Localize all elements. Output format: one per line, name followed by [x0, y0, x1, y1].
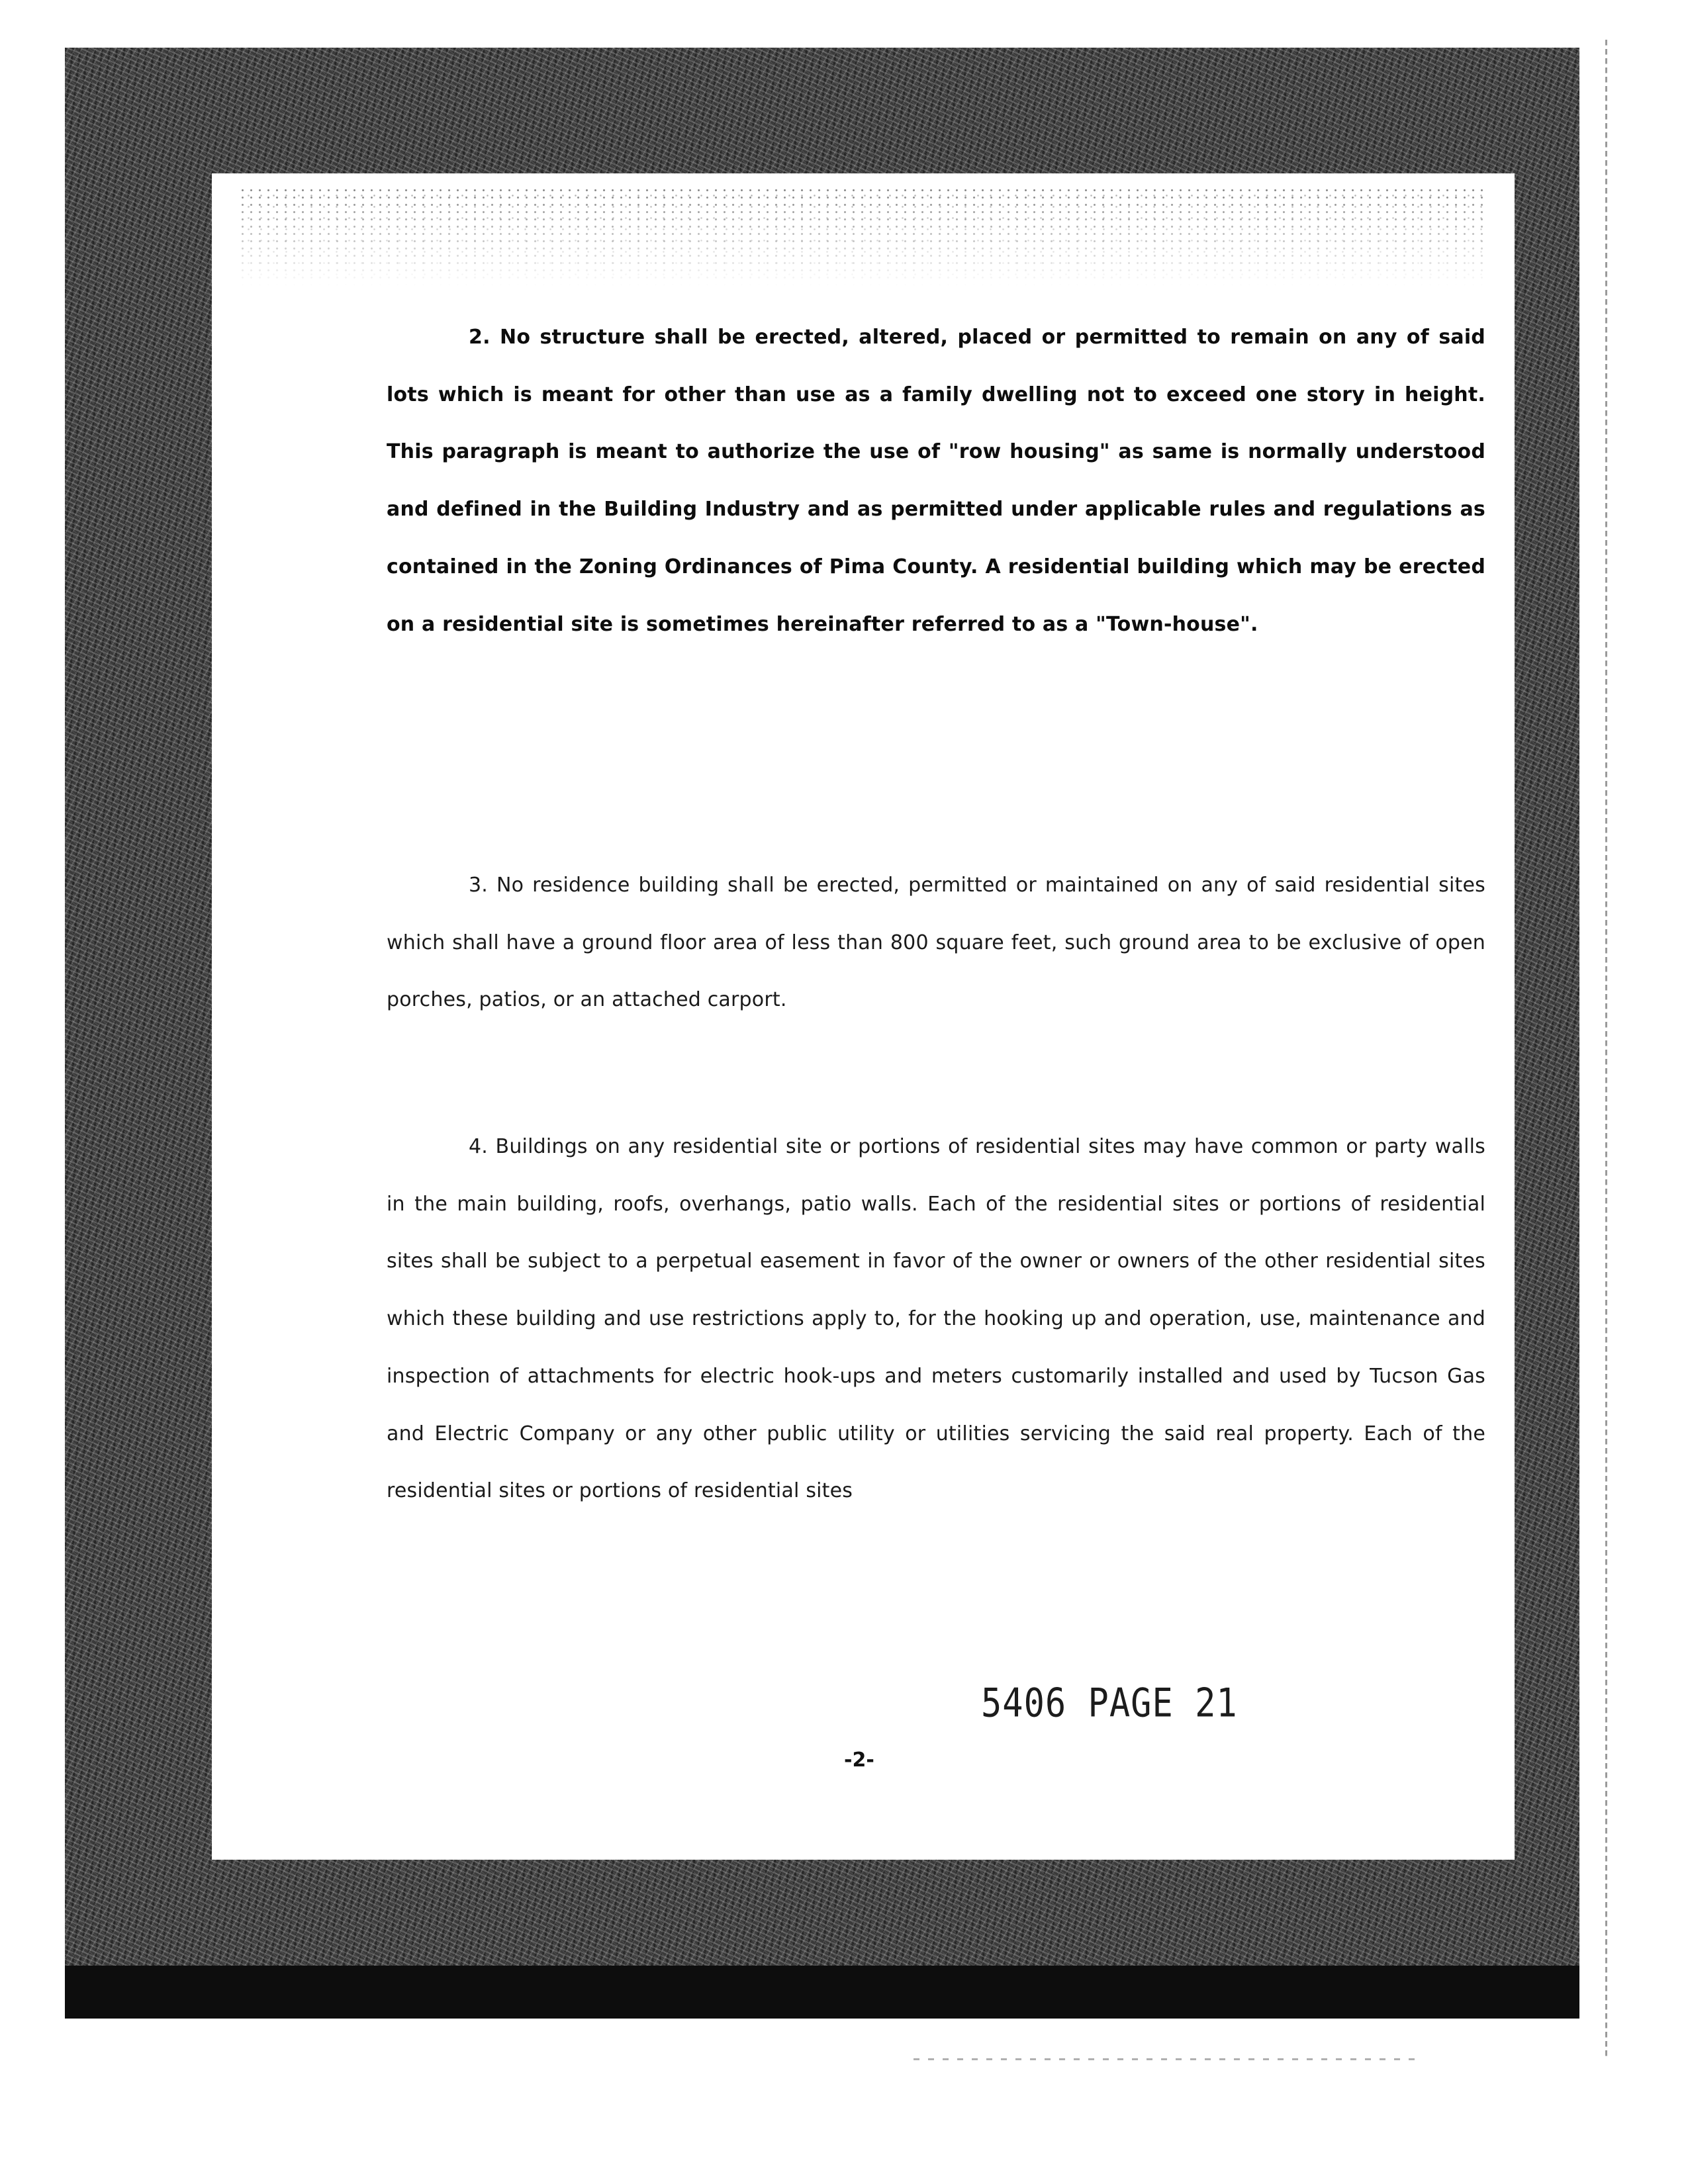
book-page-stamp: 5406 PAGE 21 [981, 1680, 1238, 1727]
right-margin-marks [1605, 40, 1607, 2058]
scan-bottom-edge [65, 1966, 1579, 2019]
paragraph-3: 3. No residence building shall be erected, permitted or maintained on any of said residential sites which shall have a ground floor area of less than 800 square feet, such ground area to be exclusive of open porches, patios, or an attached carport. [387, 874, 1485, 1012]
bottom-margin-marks [914, 2058, 1417, 2060]
document-page [212, 173, 1515, 1860]
page-number: -2- [844, 1749, 874, 1772]
paragraph-4: 4. Buildings on any residential site or portions of residential sites may have common or party walls in the main building, roofs, overhangs, patio walls. Each of the residential sites or portions of residential sites shall be subject to a perpetual easement in favor of the owner or owners of the other residential sites which these building and use restrictions apply to, for the hooking up and operation, use, maintenance and inspection of attachments for electric hook-ups and meters customarily installed and used by Tucson Gas and Electric Company or any other public utility or utilities servicing the said real property. Each of the residential sites or portions of residential sites [387, 1135, 1485, 1503]
scan-noise [238, 187, 1483, 286]
paragraph-2: 2. No structure shall be erected, altered, placed or permitted to remain on any of said lots which is meant for other than use as a family dwelling not to exceed one story in height. This paragraph is meant to authorize the use of "row housing" as same is normally understood and defined in the Building Industry and as permitted under applicable rules and regulations as contained in the Zoning Ordinances of Pima County. A residential building which may be erected on a residential site is sometimes hereinafter referred to as a "Town-house". [387, 326, 1485, 636]
